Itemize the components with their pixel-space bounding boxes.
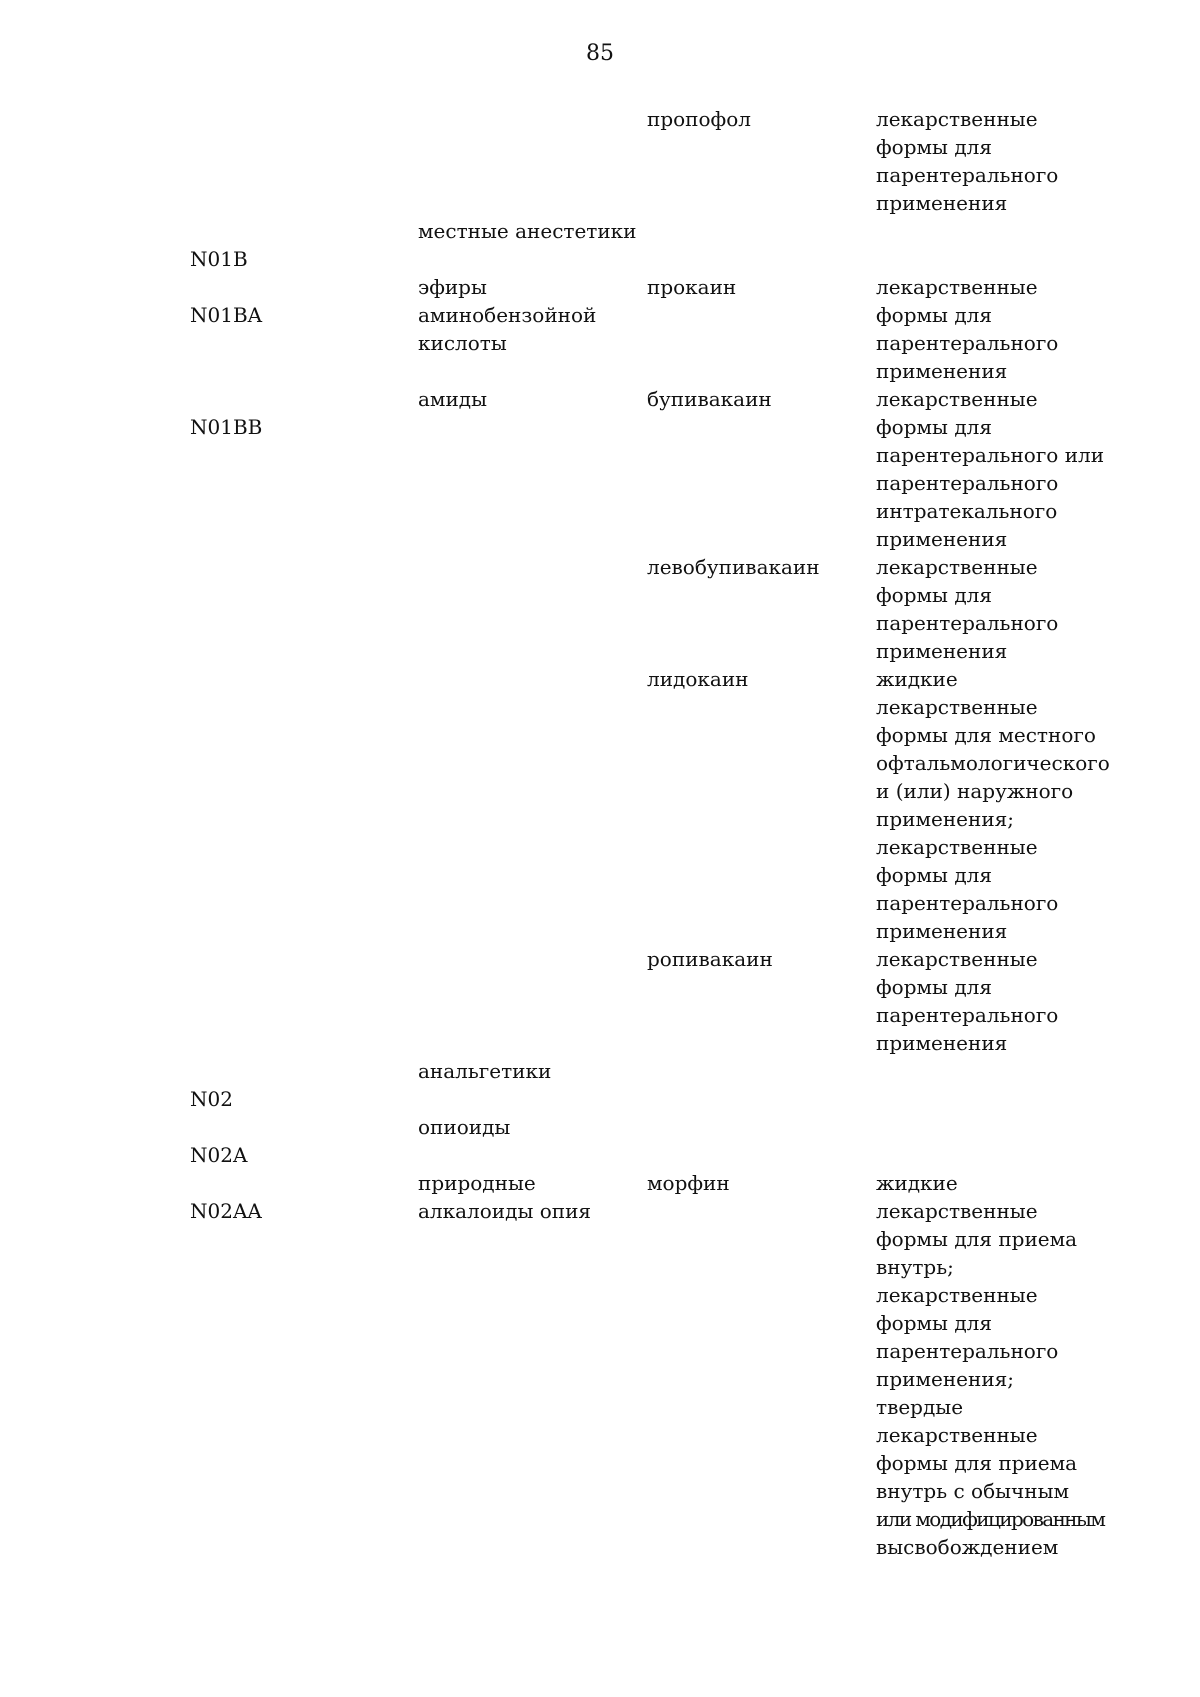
- group-name: кислоты: [418, 331, 507, 355]
- dosage-form-line: лекарственные: [876, 1283, 1038, 1307]
- dosage-form-line: применения: [876, 919, 1008, 943]
- dosage-form-line: лекарственные: [876, 695, 1038, 719]
- drug-name: бупивакаин: [647, 387, 772, 411]
- dosage-form-line: формы для: [876, 303, 992, 327]
- drug-name: морфин: [647, 1171, 730, 1195]
- dosage-form-line: формы для местного: [876, 723, 1096, 747]
- dosage-form-line: применения: [876, 527, 1008, 551]
- atc-code: N01B: [190, 247, 248, 271]
- group-name: алкалоиды опия: [418, 1199, 592, 1223]
- atc-code: N01BB: [190, 415, 263, 439]
- group-name: анальгетики: [418, 1059, 552, 1083]
- dosage-form-line: формы для: [876, 415, 992, 439]
- atc-code: N02: [190, 1087, 233, 1111]
- dosage-form-line: лекарственные: [876, 835, 1038, 859]
- atc-code: N01BA: [190, 303, 263, 327]
- dosage-form-line: парентерального: [876, 163, 1059, 187]
- atc-code: N02AA: [190, 1199, 262, 1223]
- dosage-form-line: внутрь с обычным: [876, 1479, 1070, 1503]
- dosage-form-line: формы для приема: [876, 1451, 1078, 1475]
- group-name: эфиры: [418, 275, 487, 299]
- dosage-form-line: высвобождением: [876, 1535, 1059, 1559]
- group-name: природные: [418, 1171, 536, 1195]
- dosage-form-line: интратекального: [876, 499, 1058, 523]
- dosage-form-line: применения: [876, 359, 1008, 383]
- dosage-form-line: лекарственные: [876, 1199, 1038, 1223]
- dosage-form-line: формы для: [876, 583, 992, 607]
- group-name: опиоиды: [418, 1115, 511, 1139]
- dosage-form-line: жидкие: [876, 1171, 958, 1195]
- dosage-form-line: парентерального: [876, 471, 1059, 495]
- dosage-form-line: твердые: [876, 1395, 964, 1419]
- dosage-form-line: применения: [876, 191, 1008, 215]
- dosage-form-line: парентерального или: [876, 443, 1105, 467]
- dosage-form-line: парентерального: [876, 611, 1059, 635]
- dosage-form-line: применения;: [876, 1367, 1015, 1391]
- dosage-form-line: парентерального: [876, 331, 1059, 355]
- page-number: 85: [586, 41, 614, 66]
- atc-code: N02A: [190, 1143, 248, 1167]
- dosage-form-line: парентерального: [876, 891, 1059, 915]
- group-name: аминобензойной: [418, 303, 597, 327]
- drug-name: лидокаин: [647, 667, 749, 691]
- dosage-form-line: лекарственные: [876, 275, 1038, 299]
- drug-name: левобупивакаин: [647, 555, 820, 579]
- dosage-form-line: применения: [876, 639, 1008, 663]
- dosage-form-line: лекарственные: [876, 555, 1038, 579]
- group-name: амиды: [418, 387, 488, 411]
- dosage-form-line: парентерального: [876, 1003, 1059, 1027]
- dosage-form-line: формы для приема: [876, 1227, 1078, 1251]
- dosage-form-line: внутрь;: [876, 1255, 954, 1279]
- drug-name: ропивакаин: [647, 947, 773, 971]
- dosage-form-line: лекарственные: [876, 947, 1038, 971]
- dosage-form-line: лекарственные: [876, 1423, 1038, 1447]
- dosage-form-line: офтальмологического: [876, 751, 1110, 775]
- dosage-form-line: парентерального: [876, 1339, 1059, 1363]
- dosage-form-line: формы для: [876, 863, 992, 887]
- dosage-form-line: формы для: [876, 975, 992, 999]
- dosage-form-line: формы для: [876, 135, 992, 159]
- drug-name: прокаин: [647, 275, 737, 299]
- dosage-form-line: формы для: [876, 1311, 992, 1335]
- dosage-form-line: лекарственные: [876, 387, 1038, 411]
- drug-name: пропофол: [647, 107, 751, 131]
- dosage-form-line: лекарственные: [876, 107, 1038, 131]
- dosage-form-line: жидкие: [876, 667, 958, 691]
- dosage-form-line: применения: [876, 1031, 1008, 1055]
- group-name: местные анестетики: [418, 219, 637, 243]
- dosage-form-line: и (или) наружного: [876, 779, 1074, 803]
- dosage-form-line: применения;: [876, 807, 1015, 831]
- dosage-form-line: или модифицированным: [876, 1507, 1105, 1531]
